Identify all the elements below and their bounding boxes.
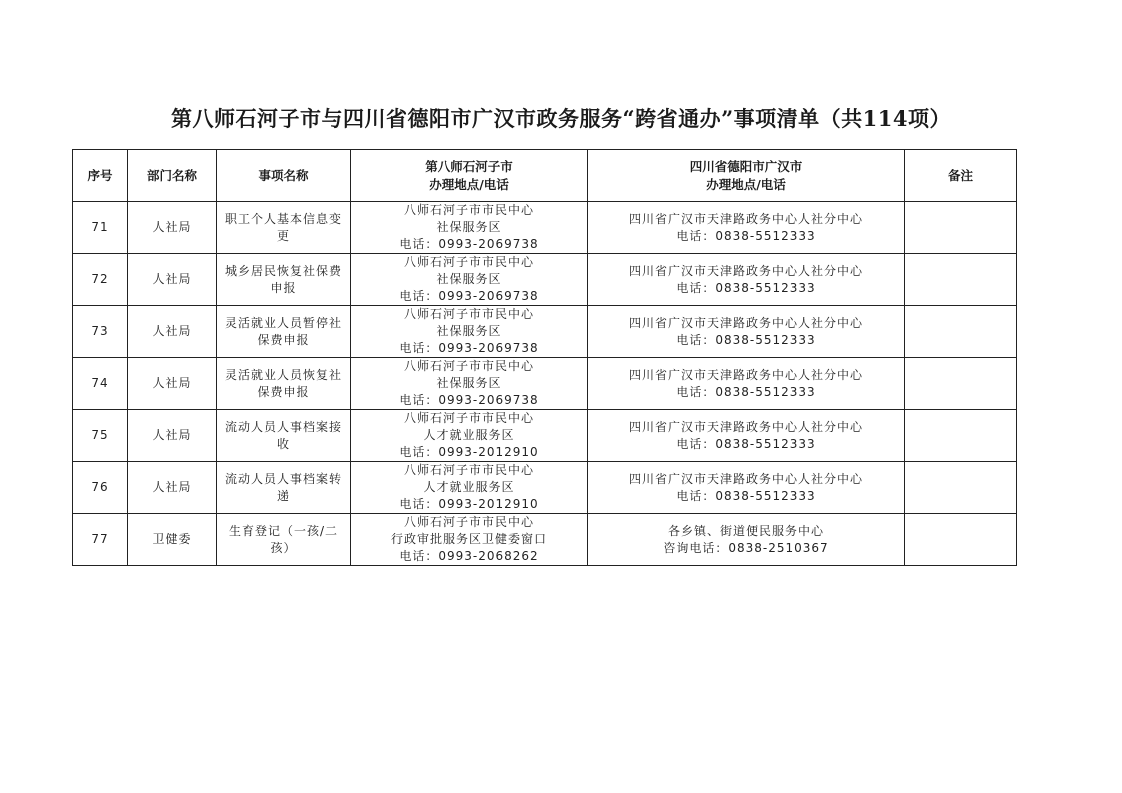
cell-gh-line: 四川省广汉市天津路政务中心人社分中心	[628, 419, 863, 434]
cell-shz-line: 行政审批服务区卫健委窗口	[390, 532, 547, 546]
cell-note	[905, 202, 1017, 254]
cell-seq: 75	[73, 410, 128, 462]
table-row	[73, 462, 1017, 514]
cell-item	[217, 202, 351, 254]
cell-gh-line: 电话：0838-5512333	[676, 332, 816, 347]
header-gh-line: 办理地点/电话	[706, 176, 786, 192]
cell-shz-line: 社保服务区	[436, 324, 502, 338]
table-row	[73, 358, 1017, 410]
table-row	[73, 202, 1017, 254]
cell-shz	[351, 462, 588, 514]
cell-seq: 71	[73, 202, 128, 254]
cell-gh-line: 咨询电话：0838-2510367	[663, 540, 829, 555]
cell-shz-line: 人才就业服务区	[423, 428, 515, 442]
cell-shz-line: 八师石河子市市民中心	[403, 463, 534, 477]
cell-shz	[351, 202, 588, 254]
cell-dept: 人社局	[128, 254, 217, 306]
cell-shz-line: 八师石河子市市民中心	[403, 255, 534, 269]
cell-gh-line: 四川省广汉市天津路政务中心人社分中心	[628, 315, 863, 330]
cell-gh	[588, 202, 905, 254]
cell-dept: 人社局	[128, 410, 217, 462]
cell-dept: 人社局	[128, 358, 217, 410]
cell-dept: 人社局	[128, 306, 217, 358]
header-item: 事项名称	[217, 150, 351, 202]
cell-seq: 77	[73, 514, 128, 566]
cell-gh-line: 四川省广汉市天津路政务中心人社分中心	[628, 211, 863, 226]
cell-shz	[351, 410, 588, 462]
cell-shz-line: 人才就业服务区	[423, 480, 515, 494]
header-note: 备注	[905, 150, 1017, 202]
header-shz-line: 办理地点/电话	[429, 176, 509, 192]
cell-shz-line: 八师石河子市市民中心	[403, 203, 534, 217]
cell-seq: 76	[73, 462, 128, 514]
cell-shz-line: 电话：0993-2069738	[399, 393, 539, 407]
cell-item-text: 灵活就业人员恢复社保费申报	[224, 367, 342, 399]
cell-gh	[588, 254, 905, 306]
cell-shz-line: 八师石河子市市民中心	[403, 359, 534, 373]
cell-note	[905, 306, 1017, 358]
cell-shz-line: 八师石河子市市民中心	[403, 411, 534, 425]
cell-gh-line: 四川省广汉市天津路政务中心人社分中心	[628, 263, 863, 278]
cell-dept: 人社局	[128, 202, 217, 254]
table-row	[73, 306, 1017, 358]
header-row	[73, 150, 1017, 202]
cell-gh-line: 电话：0838-5512333	[676, 228, 816, 243]
cell-seq: 72	[73, 254, 128, 306]
cell-item-text: 职工个人基本信息变更	[224, 211, 342, 243]
cell-gh-line: 各乡镇、街道便民服务中心	[667, 523, 824, 538]
cell-item-text: 灵活就业人员暂停社保费申报	[224, 315, 342, 347]
cell-gh-line: 电话：0838-5512333	[676, 384, 816, 399]
cell-item	[217, 254, 351, 306]
header-shz-line: 第八师石河子市	[425, 158, 513, 174]
cell-shz-line: 电话：0993-2069738	[399, 341, 539, 355]
cell-shz-line: 社保服务区	[436, 220, 502, 234]
cell-gh	[588, 358, 905, 410]
cell-seq: 74	[73, 358, 128, 410]
cell-dept: 人社局	[128, 462, 217, 514]
cell-note	[905, 462, 1017, 514]
header-shz	[351, 150, 588, 202]
cell-item	[217, 306, 351, 358]
cell-item-text: 流动人员人事档案转递	[224, 471, 342, 503]
service-table	[72, 149, 1017, 566]
cell-shz-line: 电话：0993-2012910	[399, 445, 539, 459]
cell-item	[217, 462, 351, 514]
cell-note	[905, 514, 1017, 566]
cell-note	[905, 410, 1017, 462]
cell-item	[217, 358, 351, 410]
header-gh-line: 四川省德阳市广汉市	[689, 158, 803, 174]
cell-shz-line: 电话：0993-2069738	[399, 289, 539, 303]
header-seq: 序号	[73, 150, 128, 202]
cell-dept: 卫健委	[128, 514, 217, 566]
cell-item	[217, 514, 351, 566]
table-row	[73, 514, 1017, 566]
cell-shz	[351, 514, 588, 566]
cell-shz	[351, 358, 588, 410]
cell-gh	[588, 514, 905, 566]
cell-shz-line: 社保服务区	[436, 272, 502, 286]
cell-shz-line: 电话：0993-2012910	[399, 497, 539, 511]
table-row	[73, 410, 1017, 462]
cell-gh	[588, 462, 905, 514]
cell-gh-line: 电话：0838-5512333	[676, 280, 816, 295]
cell-item-text: 流动人员人事档案接收	[224, 419, 342, 451]
cell-gh-line: 四川省广汉市天津路政务中心人社分中心	[628, 471, 863, 486]
cell-gh	[588, 306, 905, 358]
cell-shz-line: 八师石河子市市民中心	[403, 307, 534, 321]
cell-shz	[351, 306, 588, 358]
header-dept: 部门名称	[128, 150, 217, 202]
cell-item	[217, 410, 351, 462]
document-title: 第八师石河子市与四川省德阳市广汉市政务服务“跨省通办”事项清单（共114项）	[171, 106, 951, 131]
cell-note	[905, 358, 1017, 410]
cell-item-text: 生育登记（一孩/二孩）	[228, 523, 339, 555]
cell-seq: 73	[73, 306, 128, 358]
header-gh	[588, 150, 905, 202]
cell-shz-line: 八师石河子市市民中心	[403, 515, 534, 529]
cell-shz-line: 电话：0993-2069738	[399, 237, 539, 251]
cell-shz	[351, 254, 588, 306]
cell-gh-line: 四川省广汉市天津路政务中心人社分中心	[628, 367, 863, 382]
cell-item-text: 城乡居民恢复社保费申报	[224, 263, 342, 295]
cell-gh-line: 电话：0838-5512333	[676, 488, 816, 503]
table-row	[73, 254, 1017, 306]
cell-shz-line: 电话：0993-2068262	[399, 549, 539, 563]
cell-shz-line: 社保服务区	[436, 376, 502, 390]
cell-note	[905, 254, 1017, 306]
cell-gh-line: 电话：0838-5512333	[676, 436, 816, 451]
cell-gh	[588, 410, 905, 462]
